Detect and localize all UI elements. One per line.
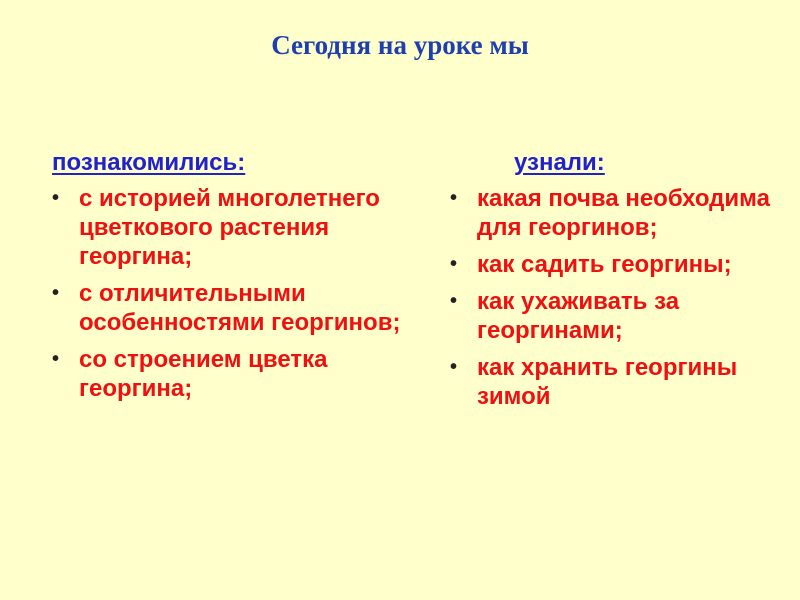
bullet-icon: • <box>52 187 60 209</box>
list-item-text: с историей многолетнего цветкового растения георгина; <box>79 185 380 270</box>
list-item-text: какая почва необходима для георгинов; <box>477 185 770 241</box>
list-item <box>450 287 780 345</box>
right-column <box>450 148 780 419</box>
list-item <box>52 184 412 271</box>
list-item-text: как ухаживать за георгинами; <box>477 288 680 344</box>
list-item <box>52 279 412 337</box>
bullet-icon: • <box>52 282 60 304</box>
list-item <box>52 345 412 403</box>
right-list <box>450 184 780 411</box>
right-heading: узнали: <box>514 149 605 176</box>
bullet-icon: • <box>450 253 458 275</box>
list-item <box>450 184 780 242</box>
left-list <box>52 184 412 403</box>
list-item-text: с отличительными особенностями георгинов; <box>79 280 401 336</box>
left-column <box>52 148 412 411</box>
list-item <box>450 353 780 411</box>
bullet-icon: • <box>450 290 458 312</box>
slide-title: Сегодня на уроке мы <box>271 30 529 60</box>
bullet-icon: • <box>52 348 60 370</box>
list-item <box>450 250 780 279</box>
list-item-text: как садить георгины; <box>477 251 732 278</box>
bullet-icon: • <box>450 356 458 378</box>
left-heading: познакомились: <box>52 149 246 176</box>
bullet-icon: • <box>450 187 458 209</box>
list-item-text: со строением цветка георгина; <box>79 346 328 402</box>
list-item-text: как хранить георгины зимой <box>477 354 738 410</box>
